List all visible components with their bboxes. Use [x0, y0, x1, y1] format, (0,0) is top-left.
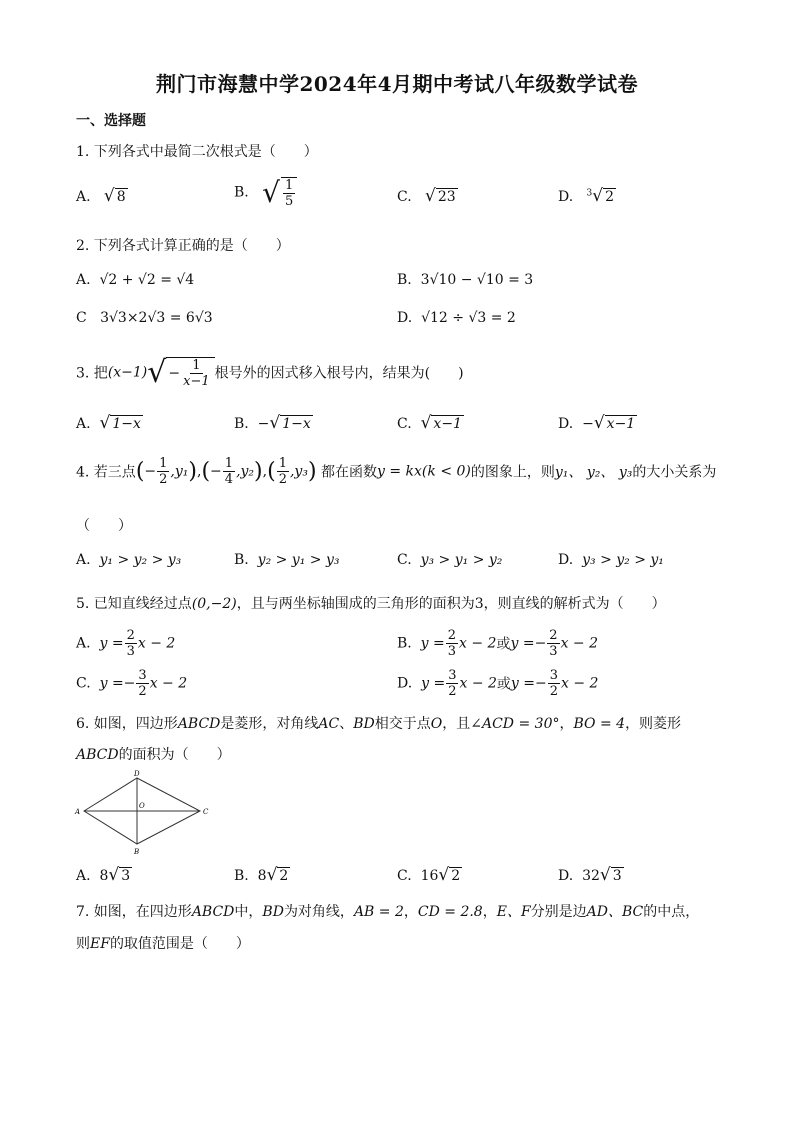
q5-option-d[interactable]: D. y = $\frac{3}{2}$ x − 2或y =− $\frac{3}{2}$ x − 2	[397, 668, 599, 699]
q1-a-radicand: 8	[116, 189, 126, 205]
question-4-stem: 4. 若三点(− $\frac{1}{2}$ ,y₁),(− $\frac{1}{4}$ ,y₂),( $\frac{1}{2}$ ,y₃) 都在函数y = kx(k < 0)的图象上，则y₁、 y₂、 y₃的大小关系为	[76, 456, 717, 487]
q1-option-d[interactable]: D. $^3$√ 2	[558, 186, 615, 206]
q6-option-b[interactable]: B. 8√ 2	[234, 865, 289, 885]
question-1-stem: 1. 下列各式中最简二次根式是（ ）	[76, 144, 318, 160]
label-c: C	[203, 808, 209, 816]
question-7-line-2: 则EF的取值范围是（ ）	[76, 936, 250, 952]
label-o: O	[139, 802, 145, 810]
q4-option-b[interactable]: B. y₂ > y₁ > y₃	[234, 552, 340, 568]
q1-d-radicand: 2	[605, 189, 615, 205]
q6-option-d[interactable]: D. 32√ 3	[558, 865, 622, 885]
q2-option-a[interactable]: A. √2 + √2 = √4	[76, 272, 195, 288]
q2-option-d[interactable]: D. √12 ÷ √3 = 2	[397, 310, 516, 326]
q5-option-a[interactable]: A. y = $\frac{2}{3}$ x − 2	[76, 628, 176, 659]
q6-option-c[interactable]: C. 16√ 2	[397, 865, 461, 885]
q2-a-expr: √2 + √2 = √4	[99, 272, 195, 288]
question-6-line-1: 6. 如图，四边形ABCD是菱形，对角线AC、BD相交于点O，且∠ACD = 30°，BO = 4，则菱形	[76, 716, 682, 732]
q2-b-expr: 3√10 − √10 = 3	[420, 272, 534, 288]
page-title: 荆门市海慧中学2024年4月期中考试八年级数学试卷	[155, 72, 639, 96]
label-d: D	[134, 770, 140, 778]
q4-option-a[interactable]: A. y₁ > y₂ > y₃	[76, 552, 182, 568]
q5-option-b[interactable]: B. y = $\frac{2}{3}$ x − 2或y =− $\frac{2}{3}$ x − 2	[397, 628, 599, 659]
label-a: A	[75, 808, 81, 816]
section-heading: 一、选择题	[76, 113, 146, 129]
q1-b-denominator: 5	[284, 193, 294, 209]
rhombus-figure	[72, 768, 212, 856]
q2-c-expr: 3√3×2√3 = 6√3	[100, 310, 213, 326]
q3-option-b[interactable]: B. −√ 1−x	[234, 413, 311, 433]
q1-b-numerator: 1	[284, 177, 294, 193]
q3-option-d[interactable]: D. −√ x−1	[558, 413, 636, 433]
q2-option-b[interactable]: B. 3√10 − √10 = 3	[397, 272, 534, 288]
q1-d-index: 3	[586, 188, 593, 199]
question-7-line-1: 7. 如图，在四边形ABCD中，BD为对角线，AB = 2，CD = 2.8，E、F分别是边AD、BC的中点，	[76, 904, 700, 920]
question-3-stem: 3. 把(x−1)√ − $\frac{1}{x-1}$ 根号外的因式移入根号内，结果为( )	[76, 355, 464, 390]
q1-c-radicand: 23	[437, 189, 456, 205]
label-b: B	[134, 848, 140, 856]
q3-option-c[interactable]: C. √ x−1	[397, 413, 462, 433]
q2-d-expr: √12 ÷ √3 = 2	[421, 310, 516, 326]
q6-option-a[interactable]: A. 8√ 3	[76, 865, 131, 885]
q3-option-a[interactable]: A. √ 1−x	[76, 413, 141, 433]
q1-option-b[interactable]: B. √ $\frac{1}{5}$	[234, 176, 298, 209]
q2-option-c[interactable]: C 3√3×2√3 = 6√3	[76, 310, 213, 326]
question-4-bracket: （ ）	[76, 518, 132, 534]
q1-option-a[interactable]: A. √ 8	[76, 186, 126, 206]
q5-option-c[interactable]: C. y =− $\frac{3}{2}$ x − 2	[76, 668, 188, 699]
q1-option-c[interactable]: C. √ 23	[397, 186, 456, 206]
question-5-stem: 5. 已知直线经过点(0,−2)，且与两坐标轴围成的三角形的面积为3，则直线的解析式为（ ）	[76, 596, 666, 612]
question-6-line-2: ABCD的面积为（ ）	[76, 747, 231, 763]
q4-option-d[interactable]: D. y₃ > y₂ > y₁	[558, 552, 664, 568]
question-2-stem: 2. 下列各式计算正确的是（ ）	[76, 238, 290, 254]
q4-option-c[interactable]: C. y₃ > y₁ > y₂	[397, 552, 503, 568]
